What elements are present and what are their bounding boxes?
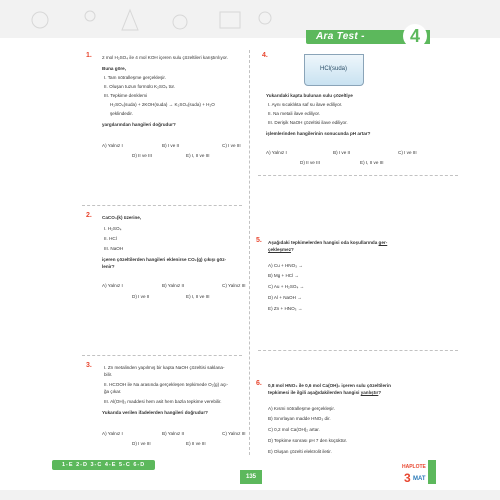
beaker-label: HCl(suda) [320, 66, 348, 72]
q5-stem-emphasis: çekleşmez [268, 247, 291, 252]
q5-stem [268, 239, 458, 246]
q1-stem: 2 mol H₂SO₄ ile 4 mol KOH içeren sulu çözeltileri karıştırılıyor. [102, 55, 228, 60]
question-separator [258, 350, 458, 352]
q6-stem-emphasis: yanlıştır [360, 390, 379, 395]
q6-stem: 0,8 mol HNO₃ ile 0,6 mol Ca(OH)₂ içeren sulu çözeltilerin [268, 383, 391, 388]
choice-c[interactable]: C) I ve III [222, 143, 241, 148]
choice-b[interactable]: B) Sınırlayan madde HNO₃ dir. [268, 416, 331, 421]
choice-d[interactable]: D) Al + NaOH → [268, 295, 302, 300]
q2-question-tail: lenir? [102, 264, 115, 269]
q2-stem: CaCO₃(k) üzerine, [102, 215, 142, 220]
q4-item: II. Na metali ilave ediliyor. [268, 111, 321, 116]
choice-e[interactable]: E) I, II ve III [186, 153, 210, 158]
question-number: 6. [256, 380, 262, 387]
choice-c[interactable]: C) 0,2 mol Ca(OH)₂ artar. [268, 427, 320, 432]
choice-a[interactable]: A) Cu + HNO₃ → [268, 263, 303, 268]
question-separator [82, 205, 242, 207]
q1-item: II. Oluşan tuzun formülü K₂SO₄ tür. [104, 84, 176, 89]
choice-d[interactable]: D) Tepkime sonrası pH 7 den küçüktür. [268, 438, 348, 443]
question-separator [82, 355, 242, 357]
q5-stem-cont [268, 246, 294, 253]
q4-item: III. Derişik NaOH çözeltisi ilave ediliyor. [268, 120, 348, 125]
choice-d[interactable]: D) II ve III [132, 153, 152, 158]
column-divider [249, 50, 251, 455]
q2-item: II. HCl [104, 236, 117, 241]
test-number: 4 [403, 24, 427, 48]
chemistry-doodle-icon [20, 6, 280, 34]
q6-stem-end: ? [378, 390, 382, 395]
choice-d[interactable]: D) II ve III [300, 160, 320, 165]
q1-item: III. Tepkime denklemi [104, 93, 148, 98]
question-number: 1. [86, 52, 92, 59]
choice-b[interactable]: B) I ve II [333, 150, 351, 155]
q1-item: I. Tam nötralleşme gerçekleşir. [104, 75, 166, 80]
choice-e[interactable]: E) I, II ve III [186, 294, 210, 299]
choice-e[interactable]: E) Zn + HNO₃ → [268, 306, 303, 311]
test-title: Ara Test - [316, 31, 365, 42]
q2-item: I. H₂SO₄ [104, 226, 122, 231]
choice-c[interactable]: C) Yalnız III [222, 283, 246, 288]
choice-a[interactable]: A) Kısmi nötralleşme gerçekleşir. [268, 406, 335, 411]
choice-b[interactable]: B) Mg + HCl → [268, 273, 300, 278]
page-number: 135 [240, 470, 262, 484]
q4-stem: Yukarıdaki kapta bulunan sulu çözeltiye [266, 93, 353, 98]
footer-band [0, 490, 500, 500]
q1-lead: Buna göre, [102, 66, 126, 71]
answer-key: 1-E 2-D 3-C 4-E 5-C 6-D [52, 460, 155, 470]
choice-e[interactable]: E) Oluşan çözelti elektrolit iletir. [268, 449, 332, 454]
choice-c[interactable]: C) Au + H₂SO₄ → [268, 284, 305, 289]
question-number: 3. [86, 362, 92, 369]
q3-item-cont: bilir. [104, 372, 113, 377]
logo-word: MAT [413, 476, 426, 482]
choice-a[interactable]: A) Yalnız I [266, 150, 287, 155]
choice-b[interactable]: B) Yalnız II [162, 283, 185, 288]
choice-e[interactable]: E) I, II ve III [360, 160, 384, 165]
q6-stem-cont [268, 389, 463, 396]
q2-item: III. NaOH [104, 246, 124, 251]
choice-d[interactable]: D) I ve II [132, 294, 150, 299]
logo-number: 3 [404, 471, 411, 485]
q4-item: I. Aynı sıcaklıkta saf su ilave ediliyor. [268, 102, 343, 107]
q4-question: işlemlerinden hangilerinin sonucunda pH artar? [266, 131, 371, 136]
choice-b[interactable]: B) Yalnız II [162, 431, 185, 436]
choice-b[interactable]: B) I ve II [162, 143, 180, 148]
choice-a[interactable]: A) Yalnız I [102, 143, 123, 148]
choice-a[interactable]: A) Yalnız I [102, 431, 123, 436]
q5-stem-end: ? [291, 247, 294, 252]
q1-equation: H₂SO₄(suda) + 2KOH(suda) → K₂SO₄(suda) + H₂O [110, 102, 215, 107]
choice-c[interactable]: C) I ve III [398, 150, 417, 155]
choice-d[interactable]: D) I ve III [132, 441, 151, 446]
q3-item-cont: ğa çıkar. [104, 389, 122, 394]
question-separator [258, 175, 458, 177]
choice-a[interactable]: A) Yalnız I [102, 283, 123, 288]
q5-stem-emphasis: ger- [378, 240, 388, 245]
question-number: 5. [256, 237, 262, 244]
choice-e[interactable]: E) II ve III [186, 441, 206, 446]
choice-c[interactable]: C) Yalnız III [222, 431, 246, 436]
question-number: 2. [86, 212, 92, 219]
q1-question: yargılarından hangileri doğrudur? [102, 122, 176, 127]
logo-top-text: HAPLOTE [402, 464, 426, 470]
q3-item: II. HCOOH ile Na arasında gerçekleşen tepkimede O₂(g) açı- [104, 382, 229, 387]
q3-item: III. Al(OH)₃ maddesi hem asit hem bazla tepkime verebilir. [104, 399, 222, 404]
q1-equation-tail: şeklindedir. [110, 111, 133, 116]
q5-stem-text: Aşağıdaki tepkimelerden hangisi oda koşullarında [268, 240, 379, 245]
q3-question: Yukarıda verilen ifadelerden hangileri doğrudur? [102, 410, 208, 415]
q3-item: I. Zn metalinden yapılmış bir kapta NaOH çözeltisi saklana- [104, 365, 225, 370]
q2-question: içeren çözeltilerden hangileri eklenirse CO₂(g) çıkışı göz- [102, 257, 227, 262]
q6-stem-text: tepkimesi ile ilgili aşağıdakilerden hangisi [268, 390, 361, 395]
question-number: 4. [262, 52, 268, 59]
publisher-logo-icon [400, 458, 440, 486]
